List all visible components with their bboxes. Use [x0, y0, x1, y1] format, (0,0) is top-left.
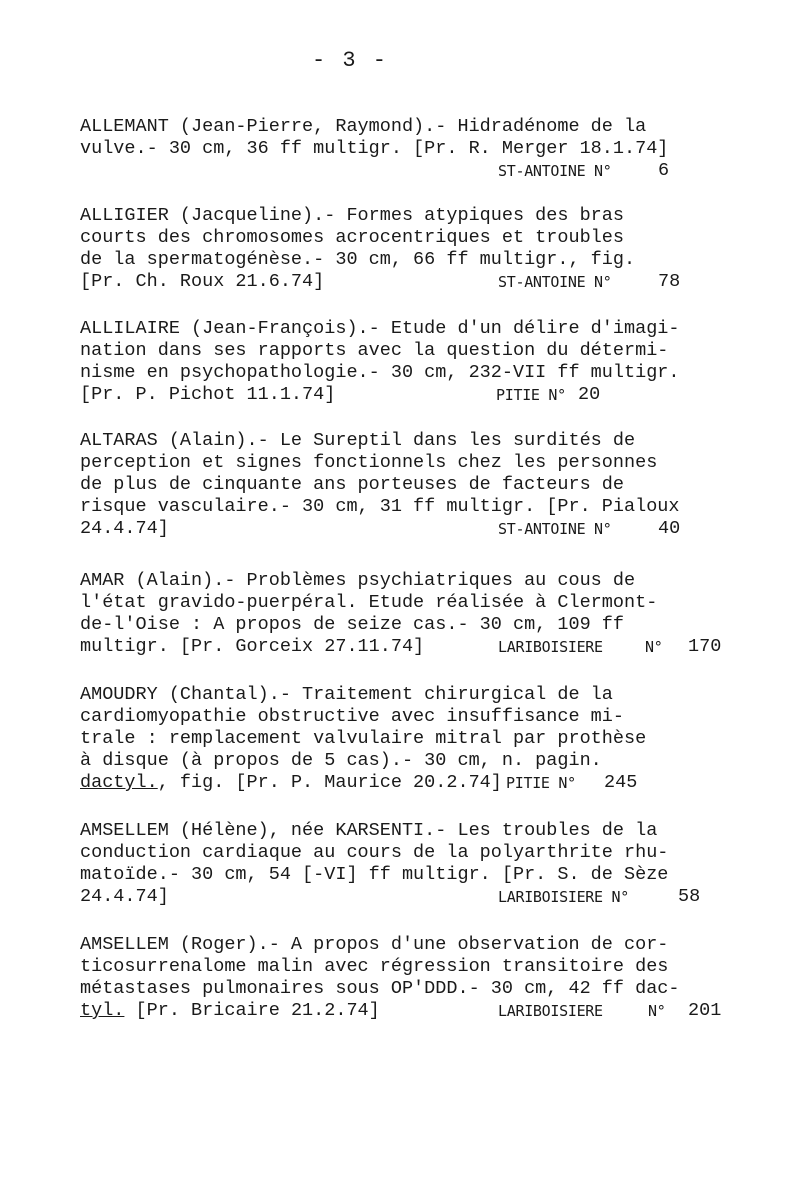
- catalog-entry: [80, 934, 740, 1022]
- entry-text-line: [80, 772, 502, 794]
- entry-location: PITIE N°: [506, 774, 576, 792]
- underlined-text: tyl.: [80, 1000, 125, 1021]
- entry-number: 58: [678, 886, 701, 907]
- entry-number: 201: [688, 1000, 722, 1021]
- entry-text-line: 24.4.74]: [80, 886, 169, 907]
- entry-text-line: cardiomyopathie obstructive avec insuffisance mi-: [80, 706, 624, 727]
- entry-text-line: [Pr. P. Pichot 11.1.74]: [80, 384, 336, 405]
- entry-text-line: conduction cardiaque au cours de la polyarthrite rhu-: [80, 842, 669, 863]
- entry-text-line: risque vasculaire.- 30 cm, 31 ff multigr. [Pr. Pialoux: [80, 496, 680, 517]
- entry-location: LARIBOISIERE N°: [498, 888, 629, 906]
- entry-text-line: nisme en psychopathologie.- 30 cm, 232-VII ff multigr.: [80, 362, 680, 383]
- entry-text-segment: [Pr. Bricaire 21.2.74]: [124, 1000, 380, 1021]
- entry-text-line: perception et signes fonctionnels chez les personnes: [80, 452, 658, 473]
- entry-text-line: AMOUDRY (Chantal).- Traitement chirurgical de la: [80, 684, 613, 705]
- entry-location: ST-ANTOINE N°: [498, 520, 612, 538]
- entry-location-row: [80, 271, 740, 293]
- entry-text-line: courts des chromosomes acrocentriques et troubles: [80, 227, 624, 248]
- entry-location-row: [80, 772, 740, 794]
- entry-text-line: multigr. [Pr. Gorceix 27.11.74]: [80, 636, 425, 657]
- page-number: - 3 -: [311, 48, 388, 73]
- entry-location: ST-ANTOINE N°: [498, 273, 612, 291]
- entry-text-line: de plus de cinquante ans porteuses de facteurs de: [80, 474, 624, 495]
- entry-text-line: ALLIGIER (Jacqueline).- Formes atypiques des bras: [80, 205, 624, 226]
- catalog-entry: [80, 116, 740, 182]
- entry-location-row: [80, 384, 740, 406]
- entry-text-line: vulve.- 30 cm, 36 ff multigr. [Pr. R. Merger 18.1.74]: [80, 138, 669, 159]
- entry-number: 245: [604, 772, 638, 793]
- entry-location: LARIBOISIERE: [498, 1002, 603, 1020]
- entry-text-line: à disque (à propos de 5 cas).- 30 cm, n. pagin.: [80, 750, 602, 771]
- entry-text-line: nation dans ses rapports avec la question du détermi-: [80, 340, 669, 361]
- entry-location-suffix: N°: [648, 1002, 666, 1020]
- entry-location-row: [80, 160, 740, 182]
- entry-text-line: ALTARAS (Alain).- Le Sureptil dans les surdités de: [80, 430, 636, 451]
- entry-text-line: AMSELLEM (Roger).- A propos d'une observation de cor-: [80, 934, 669, 955]
- entry-text-line: AMAR (Alain).- Problèmes psychiatriques au cous de: [80, 570, 636, 591]
- entry-text-line: ticosurrenalome malin avec régression transitoire des: [80, 956, 669, 977]
- entry-text-line: métastases pulmonaires sous OP'DDD.- 30 cm, 42 ff dac-: [80, 978, 680, 999]
- entry-text-line: l'état gravido-puerpéral. Etude réalisée à Clermont-: [80, 592, 658, 613]
- entry-text-line: de-l'Oise : A propos de seize cas.- 30 cm, 109 ff: [80, 614, 624, 635]
- entry-text-line: matoïde.- 30 cm, 54 [-VI] ff multigr. [Pr. S. de Sèze: [80, 864, 669, 885]
- entry-location-row: [80, 886, 740, 908]
- catalog-entry: [80, 820, 740, 908]
- entry-text-line: ALLILAIRE (Jean-François).- Etude d'un délire d'imagi-: [80, 318, 680, 339]
- catalog-entry: [80, 205, 740, 293]
- entry-location: ST-ANTOINE N°: [498, 162, 612, 180]
- entry-number: 20: [578, 384, 601, 405]
- entry-text-line: de la spermatogénèse.- 30 cm, 66 ff multigr., fig.: [80, 249, 636, 270]
- entry-number: 170: [688, 636, 722, 657]
- underlined-text: dactyl.: [80, 772, 158, 793]
- entry-text-line: trale : remplacement valvulaire mitral par prothèse: [80, 728, 647, 749]
- entry-text-line: [Pr. Ch. Roux 21.6.74]: [80, 271, 325, 292]
- entry-text-line: [80, 1000, 380, 1022]
- entry-location-suffix: N°: [645, 638, 663, 656]
- entry-location-row: [80, 518, 740, 540]
- entry-number: 40: [658, 518, 681, 539]
- entry-location-row: [80, 636, 740, 658]
- entry-text-segment: , fig. [Pr. P. Maurice 20.2.74]: [157, 772, 502, 793]
- catalog-entry: [80, 430, 740, 540]
- entry-text-line: 24.4.74]: [80, 518, 169, 539]
- entry-location-row: [80, 1000, 740, 1022]
- catalog-entry: [80, 684, 740, 794]
- entry-text-line: ALLEMANT (Jean-Pierre, Raymond).- Hidradénome de la: [80, 116, 647, 137]
- catalog-entry: [80, 570, 740, 658]
- entry-location: LARIBOISIERE: [498, 638, 603, 656]
- entry-text-line: AMSELLEM (Hélène), née KARSENTI.- Les troubles de la: [80, 820, 658, 841]
- entry-number: 78: [658, 271, 681, 292]
- entry-number: 6: [658, 160, 670, 181]
- entry-location: PITIE N°: [496, 386, 566, 404]
- catalog-entry: [80, 318, 740, 406]
